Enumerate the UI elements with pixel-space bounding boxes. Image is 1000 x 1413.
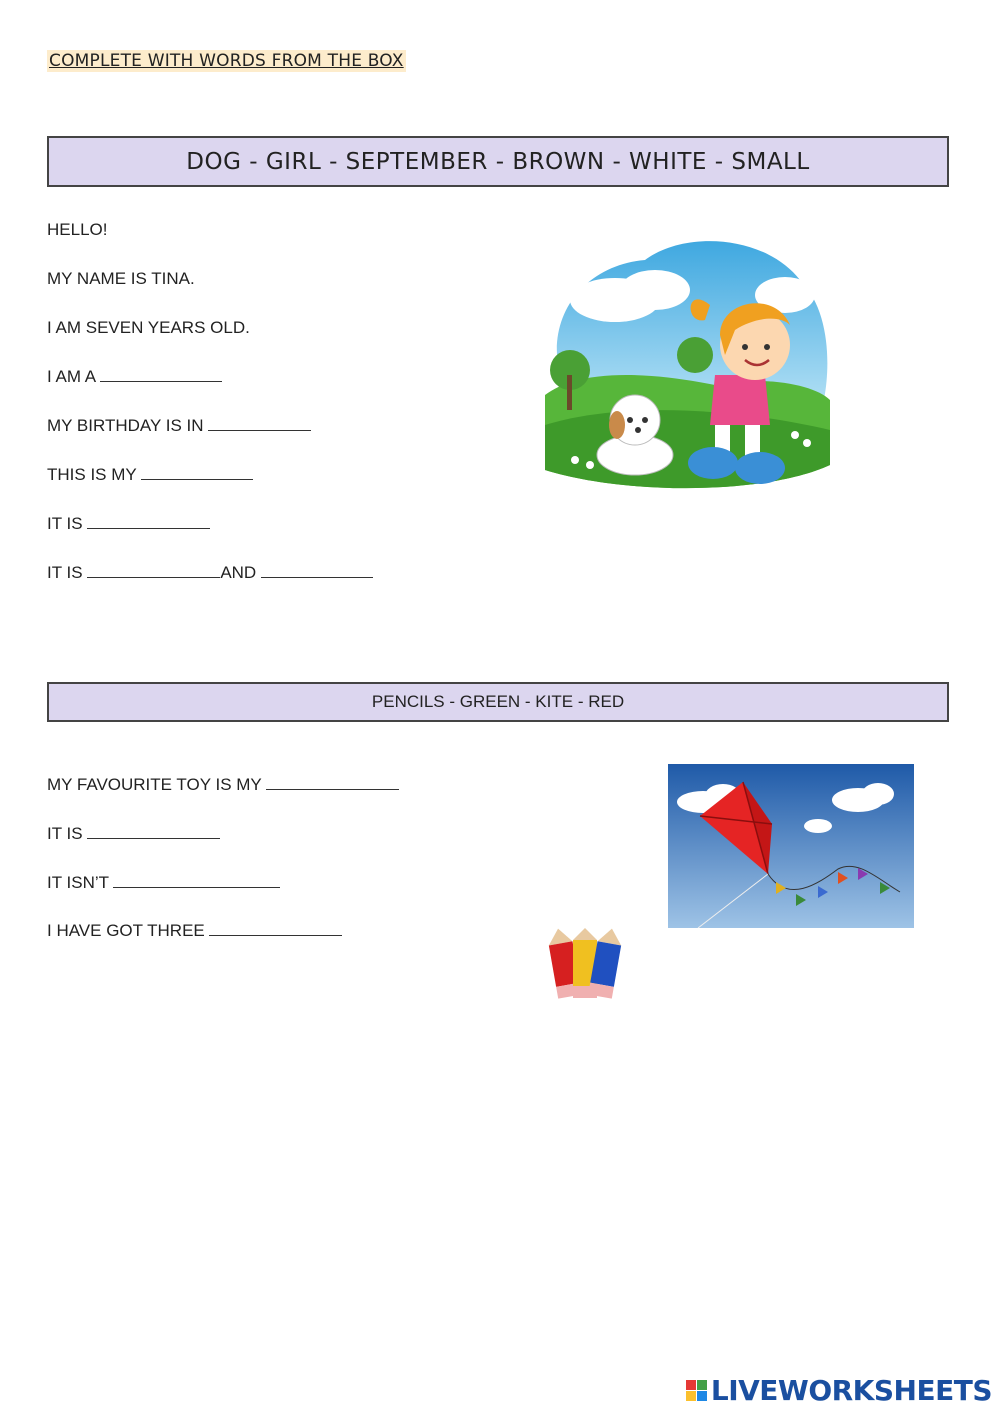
blank-answer-field[interactable] xyxy=(113,873,280,888)
line-i-am-a xyxy=(47,367,222,387)
line-text: THIS IS MY xyxy=(47,465,142,484)
and-word: AND xyxy=(220,563,261,582)
line-hello xyxy=(47,220,107,240)
line-it-is-and xyxy=(47,563,373,583)
brand-squares-icon xyxy=(686,1380,707,1401)
word-box-1 xyxy=(47,136,949,187)
word-box-2-text: PENCILS - GREEN - KITE - RED xyxy=(371,692,625,711)
blank-answer-field[interactable] xyxy=(266,775,399,790)
blank-answer-field[interactable] xyxy=(261,563,373,578)
line-favourite-toy xyxy=(47,775,399,795)
line-age xyxy=(47,318,250,338)
line-it-isnt xyxy=(47,873,280,893)
line-text: IT IS xyxy=(47,824,88,843)
line-it-is-1 xyxy=(47,514,210,534)
line-this-is-my xyxy=(47,465,253,485)
line-name xyxy=(47,269,195,289)
instruction-heading: COMPLETE WITH WORDS FROM THE BOX xyxy=(49,51,404,71)
line-text: IT ISN’T xyxy=(47,873,114,892)
line-text: I AM SEVEN YEARS OLD. xyxy=(47,318,250,337)
girl-and-dog-illustration xyxy=(545,225,830,500)
line-text: MY FAVOURITE TOY IS MY xyxy=(47,775,267,794)
blank-answer-field[interactable] xyxy=(87,514,210,529)
line-have-got-three xyxy=(47,921,342,941)
kite-illustration xyxy=(668,764,914,928)
line-birthday xyxy=(47,416,311,436)
line-text: IT IS xyxy=(47,514,88,533)
line-text: MY BIRTHDAY IS IN xyxy=(47,416,209,435)
pencils-illustration xyxy=(545,928,623,1002)
blank-answer-field[interactable] xyxy=(87,824,220,839)
brand-name: LIVEWORKSHEETS xyxy=(710,1374,992,1407)
line-text: IT IS xyxy=(47,563,88,582)
blank-answer-field[interactable] xyxy=(209,921,342,936)
line-text: MY NAME IS TINA. xyxy=(47,269,195,288)
blank-answer-field[interactable] xyxy=(141,465,253,480)
line-it-is-2 xyxy=(47,824,220,844)
word-box-2 xyxy=(47,682,949,722)
blank-answer-field[interactable] xyxy=(208,416,311,431)
word-box-1-text: DOG - GIRL - SEPTEMBER - BROWN - WHITE - SMALL xyxy=(186,148,810,175)
line-text: I AM A xyxy=(47,367,100,386)
line-text: I HAVE GOT THREE xyxy=(47,921,210,940)
blank-answer-field[interactable] xyxy=(87,563,220,578)
blank-answer-field[interactable] xyxy=(100,367,222,382)
liveworksheets-logo xyxy=(686,1374,992,1407)
line-text: HELLO! xyxy=(47,220,108,239)
